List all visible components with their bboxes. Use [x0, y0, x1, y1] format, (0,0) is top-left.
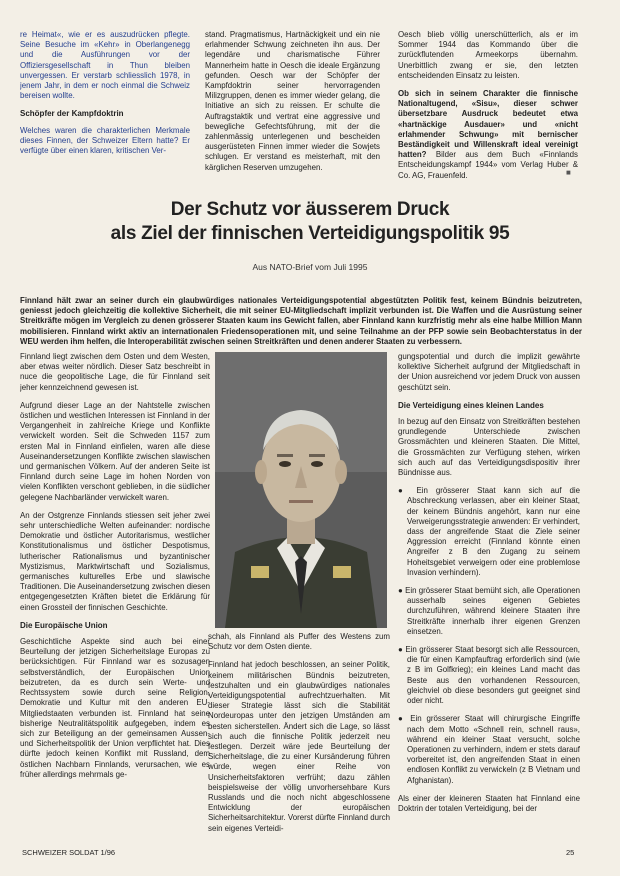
article-column-3: [398, 352, 580, 842]
col3-bullet-1: ● Ein grösserer Staat kann sich auf die Abschreckung verlassen, aber ein kleiner Staat, der keinem Bündnis angehört, kann nur eine Verweigerungsstrategie anwenden: Er verhindert, dass der angreifende Staat die Ziele seiner Aggression erreicht (Finnland könnte einen Angreifer z B den Zugang zu seinem Hoheitsgebiet verweigern oder eine problemlose Invasion verhindern).: [398, 486, 580, 577]
page-number: 25: [566, 848, 575, 857]
col3-bullet-4: ● Ein grösserer Staat will chirurgische Eingriffe nach dem Motto «Schnell rein, schnell raus», während ein kleiner Staat versucht, solche Operationen zu verhindern, indem er stets darauf vorbereitet ist, den angreifenden Staat in einen endlosen Konflikt zu verwickeln (z B Vietnam und Afghanistan).: [398, 714, 580, 785]
top-col3-paragraph-1: Oesch blieb völlig unerschütterlich, als er im Sommer 1944 das Kommando über die zurückflutenden Armeekorps übernahm. Unerbittlich zwang er sie, den letzten entscheidenden Einsatz zu leisten.: [398, 30, 578, 80]
col1-paragraph-1: Finnland liegt zwischen dem Osten und dem Westen, aber etwas weiter nördlich. Dieser Satz beschreibt in nuce die geopolitische Lage, die für Finnland seit jeher kennzeichnend gewesen ist.: [20, 352, 210, 392]
top-col2-paragraph: stand. Pragmatismus, Hartnäckigkeit und ein nie erlahmender Schwung zeichneten ihn aus. Der legendäre und charismatische Führer Mannerheim hatte in Oesch die ideale Ergänzung gefunden. Oesch war der Schöpfer der Kampfdoktrin seiner hervorragenden Milizgruppen, denen es immer wieder gelang, die Initiative an sich zu reissen. Er schulte die Auftragstaktik und vertrat eine aggressive und bewegliche Gefechtsführung, mit der die zahlenmässig unterlegenen und bescheiden ausgerüsteten Finnen immer wieder die Sowjets schlugen. Er verstand es meisterhaft, mit den kärglichen Reserven umzugehen.: [205, 30, 380, 172]
top-col1-paragraph-2: Welches waren die charakterlichen Merkmale dieses Finnen, der Schweizer Eltern hatte? Er verfügte über einen klaren, kritischen Ver-: [20, 125, 190, 156]
article-title: [30, 198, 590, 246]
top-col1-paragraph-1: re Heimat«, wie er es auszudrücken pflegte. Seine Besuche im «Kehr» in Oberlangenegg und die Ausführungen vor der Offiziersgesellschaft in Thun bleiben unvergessen. Er verstarb schliesslich 1978, in jenem Jahr, in dem er noch einmal die Schweiz bereisen wollte.: [20, 30, 190, 101]
top-col3-question: Ob sich in seinem Charakter die finnische Nationaltugend, «Sisu», dieser schwer übersetzbare Ausdruck bedeutet etwa «hartnäckige Ausdauer» und «nicht erlahmender Schwung» mit bernischer Beständigkeit und Willenskraft ideal vereinigt hatten?: [398, 89, 578, 160]
col3-bullet-2: ● Ein grösserer Staat bemüht sich, alle Operationen ausserhalb seines eigenen Gebietes durchzuführen, während kleinere Staaten ihre Streitkräfte innerhalb ihrer eigenen Grenzen einsetzen.: [398, 586, 580, 636]
col3-heading: Die Verteidigung eines kleinen Landes: [398, 400, 544, 410]
col2-paragraph-2: Finnland hat jedoch beschlossen, an seiner Politik, keinem militärischen Bündnis beizutreten, festzuhalten und ein glaubwürdiges nationales Verteidigungspotential aufrechtzuerhalten. Mit dieser Strategie lässt sich die Stabilität Nordeuropas unter den jetzigen Umständen am besten sicherstellen. Ändert sich die Lage, so lässt sich auch die finnische Politik jederzeit neu festlegen. Derzeit wäre jede Beurteilung der Sicherheitslage, die zu einer Kursänderung führen würde, wegen einer Reihe von Unsicherheitsfaktoren verfrüht; dazu zählen beispielsweise der völlig unvorhersehbare Kurs Russlands und die noch nicht abgeschlossene Entwicklung der europäischen Sicherheitsarchitektur. Vorerst dürfte Finnland durch sein eigenes Verteidi-: [208, 660, 390, 833]
article-source: Aus NATO-Brief vom Juli 1995: [252, 262, 368, 272]
article-column-2: [208, 632, 390, 842]
top-column-2: [205, 30, 380, 181]
top-column-3: [398, 30, 578, 189]
top-col1-heading: Schöpfer der Kampfdoktrin: [20, 109, 124, 119]
col3-paragraph-3: Als einer der kleineren Staaten hat Finnland eine Doktrin der totalen Verteidigung, bei der: [398, 793, 580, 813]
article-lead: Finnland hält zwar an seiner durch ein glaubwürdiges nationales Verteidigungspotential abgestützten Politik fest, keinem Bündnis beizutreten, geniesst jedoch gleichzeitig die kollektive Sicherheit, die mit seiner EU-Mitgliedschaft implizit verbunden ist. Die Waffen und die Ausrüstung seiner Streitkräfte mögen im Vergleich zu denen grösserer Staaten kaum ins Gewicht fallen, aber Finnland kann kurzfristig mehr als eine halbe Million Mann mobilisieren. Finnland wirkt aktiv an internationalen Friedensoperationen mit, und seine Teilnahme an der PFP sowie sein Beobachterstatus in der WEU werden ihm helfen, die Interoperabilität zwischen seinen Streitkräften und denen anderer Staaten zu verbessern.: [20, 296, 582, 346]
end-mark: ■: [566, 168, 571, 177]
top-column-1: [20, 30, 190, 164]
top-col3-credit: Bilder aus dem Buch «Finnlands Entscheidungskampf 1944» vom Verlag Huber & Co. AG, Frauenfeld.: [398, 150, 578, 180]
portrait-photo: [215, 352, 387, 628]
col1-paragraph-4: Geschichtliche Aspekte sind auch bei einer Beurteilung der jetzigen Sicherheitslage Europas zu berücksichtigen. Für Finnland war es sozusagen selbstverständlich, der Europäischen Union beizutreten, da es durch sein Werte- und Rechtssystem sowie durch seine Religion, Demokratie und Kultur mit den anderen EU-Mitgliedstaaten verbunden ist. Finnland hat seine bisherige Neutralitätspolitik aufgegeben, indem es sich zur Beteiligung an der gemeinsamen Aussen- und Sicherheitspolitik der Union verpflichtet hat. Dies dürfte jedoch keinen Konflikt mit Russland, dem östlichen Nachbarn Finnlands, verursachen, wie es früher allerdings mehrmals ge-: [20, 637, 210, 779]
title-line-2: als Ziel der finnischen Verteidigungspolitik 95: [110, 223, 510, 244]
col1-paragraph-2: Aufgrund dieser Lage an der Nahtstelle zwischen östlichen und westlichen Interessen ist Finnland in der Vergangenheit in zahlreiche Kriege und Konflikte verwickelt worden. Seit die Schweden 1157 zum ersten Mal in Finnland einfielen, waren alle diese Auseinandersetzungen Konflikte zwischen slawischen und germanischen Völkern. Auf der anderen Seite ist Finnland durch seine Lage im hohen Norden von vielen Konflikten verschont geblieben, in die südlicher gelegene Nachbarländer verwickelt waren.: [20, 400, 210, 502]
col2-paragraph-1: schah, als Finnland als Puffer des Westens zum Schutz vor dem Osten diente.: [208, 632, 390, 652]
portrait-illustration: [215, 352, 387, 628]
title-line-1: Der Schutz vor äusserem Druck: [170, 199, 450, 220]
footer-publication: SCHWEIZER SOLDAT 1/96: [22, 848, 116, 857]
article-column-1: [20, 352, 210, 842]
col3-bullet-3: ● Ein grösserer Staat besorgt sich alle Ressourcen, die für einen Kampfauftrag erforderlich sind (wie z B im Golfkrieg); ein kleines Land macht das Beste aus den vorhandenen Ressourcen, gleichviel ob diese besonders gut geeignet sind oder nicht.: [398, 645, 580, 706]
col1-paragraph-3: An der Ostgrenze Finnlands stiessen seit jeher zwei sehr unterschiedliche Welten aufeinander: nordische Demokratie und östlicher Autoritarismus, westlicher Konstitutionalismus und östlicher Despotismus, lutherischer Rationalismus und byzantinischer Mystizismus, Marktwirtschaft und Sozialismus, germanisches kulturelles Erbe und slawische Traditionen. Die Auseinandersetzung zwischen diesen entgegengesetzten Kräften bietet die Erklärung für einen Grossteil der finnischen Geschichte.: [20, 510, 210, 612]
col3-paragraph-2: In bezug auf den Einsatz von Streitkräften bestehen grundlegende Unterschiede zwischen Grossmächten und kleineren Staaten. Die Mittel, die Grossmächten zur Verfügung stehen, wirken sich auch auf das Verteidigungsdispositiv ihrer Bündnisse aus.: [398, 417, 580, 478]
top-col3-paragraph-2: [398, 89, 578, 181]
col1-heading: Die Europäische Union: [20, 620, 108, 630]
col3-paragraph-1: gungspotential und durch die implizit gewährte kollektive Sicherheit aufgrund der Mitgliedschaft in der Union ausreichend vor jedem Druck von aussen geschützt sein.: [398, 352, 580, 392]
